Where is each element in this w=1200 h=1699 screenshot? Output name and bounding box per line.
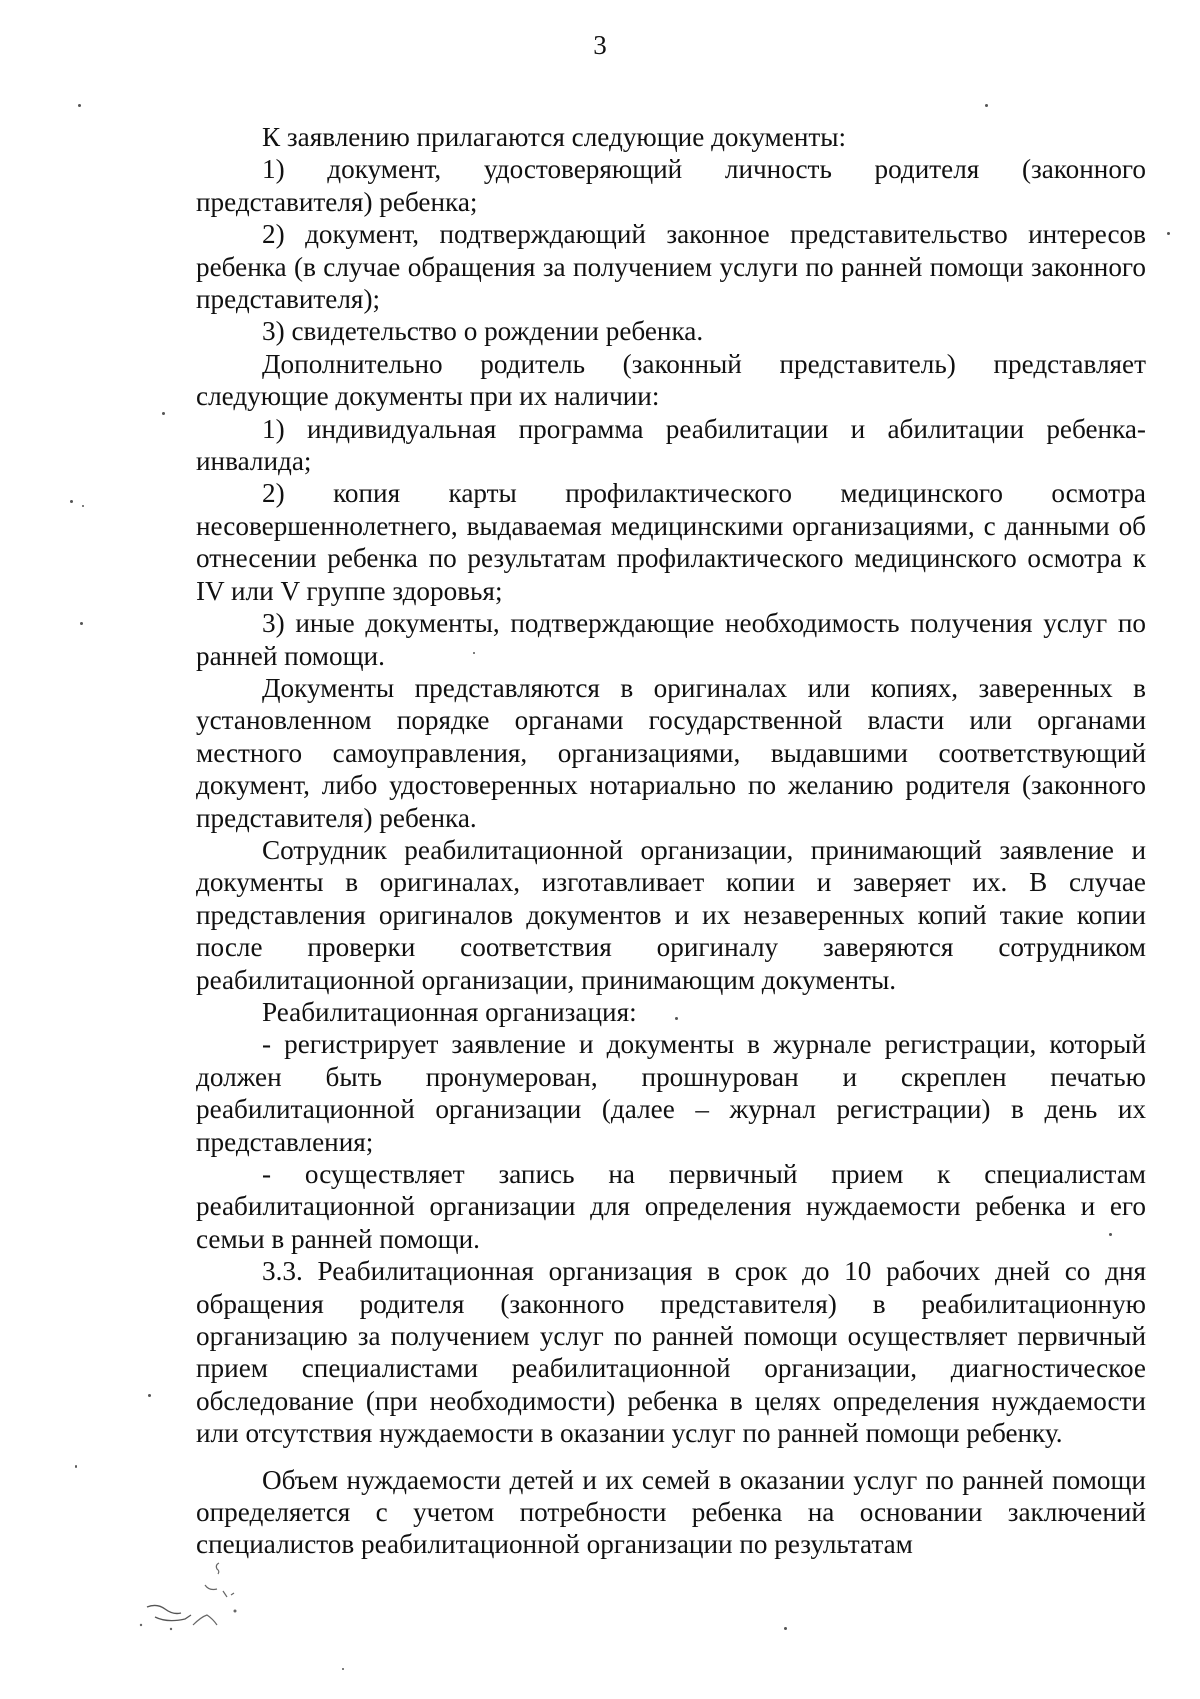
scan-speck: [162, 412, 165, 415]
list-item-rehabilitation-program: 1) индивидуальная программа реабилитации и абилитации ребенка-инвалида;: [196, 413, 1146, 477]
scan-speck: [70, 500, 73, 503]
scan-speck: [342, 1668, 344, 1670]
paragraph-needs-volume: Объем нуждаемости детей и их семей в оказании услуг по ранней помощи определяется с учетом потребности ребенка на основании заключений специалистов реабилитационной организации по результатам: [196, 1464, 1146, 1560]
scan-speck: [675, 1017, 678, 1020]
scan-speck: [985, 104, 988, 107]
paragraph-attachments-intro: К заявлению прилагаются следующие документы:: [262, 122, 847, 152]
scan-speck: [78, 104, 81, 107]
list-item-appointment: - осуществляет запись на первичный прием к специалистам реабилитационной организации для определения нуждаемости ребенка и его семьи в ранней помощи.: [196, 1159, 1146, 1254]
paragraph-additional-documents: Дополнительно родитель (законный представитель) представляет следующие документы при их наличии:: [196, 348, 1146, 412]
list-item-representation-document: 2) документ, подтверждающий законное представительство интересов ребенка (в случае обращения за получением услуги по ранней помощи законного представителя);: [196, 219, 1146, 315]
document-body: [196, 121, 1146, 1561]
scan-speck: [1167, 232, 1170, 235]
scan-speck: [148, 1394, 151, 1397]
list-item-identity-document: 1) документ, удостоверяющий личность родителя (законного представителя) ребенка;: [196, 154, 1146, 217]
paragraph-originals-or-copies: Документы представляются в оригиналах или копиях, заверенных в установленном порядке органами государственной власти или органами местного самоуправления, организациями, выдавшими соответствующий документ, либо удостоверенных нотариально по желанию родителя (законного представителя) ребенка.: [196, 672, 1146, 833]
list-item-medical-exam-card: 2) копия карты профилактического медицинского осмотра несовершеннолетнего, выдаваемая медицинскими организациями, с данными об отнесении ребенка по результатам профилактического медицинского осмотра к IV или V группе здоровья;: [196, 478, 1146, 606]
scan-speck: [80, 622, 83, 625]
list-item-registration: - регистрирует заявление и документы в журнале регистрации, который должен быть пронумерован, прошнурован и скреплен печатью реабилитационной организации (далее – журнал регистрации) в день их представления;: [196, 1029, 1146, 1157]
list-item-birth-certificate: 3) свидетельство о рождении ребенка.: [262, 316, 704, 347]
paragraph-organization-duties: Реабилитационная организация:: [262, 996, 637, 1027]
scan-speck: [82, 505, 84, 507]
list-item-other-documents: 3) иные документы, подтверждающие необходимость получения услуг по ранней помощи.: [196, 608, 1146, 671]
scan-speck: [75, 1465, 77, 1468]
scan-speck: [473, 652, 475, 654]
scan-speck: [784, 1627, 787, 1630]
paragraph-employee-copies: Сотрудник реабилитационной организации, принимающий заявление и документы в оригиналах, изготавливает копии и заверяет их. В случае представления оригиналов документов и их незаверенных копий такие копии после проверки соответствия оригиналу заверяются сотрудником реабилитационной организации, принимающим документы.: [196, 834, 1146, 995]
scan-speck: [1109, 1233, 1112, 1236]
scan-scribble-mark: [135, 1555, 265, 1645]
clause-3-3: 3.3. Реабилитационная организация в срок до 10 рабочих дней со дня обращения родителя (законного представителя) в реабилитационную организацию за получением услуг по ранней помощи осуществляет первичный прием специалистами реабилитационной организации, диагностическое обследование (при необходимости) ребенка в целях определения нуждаемости или отсутствия нуждаемости в оказании услуг по ранней помощи ребенку.: [196, 1256, 1146, 1449]
page-number: 3: [593, 30, 607, 60]
